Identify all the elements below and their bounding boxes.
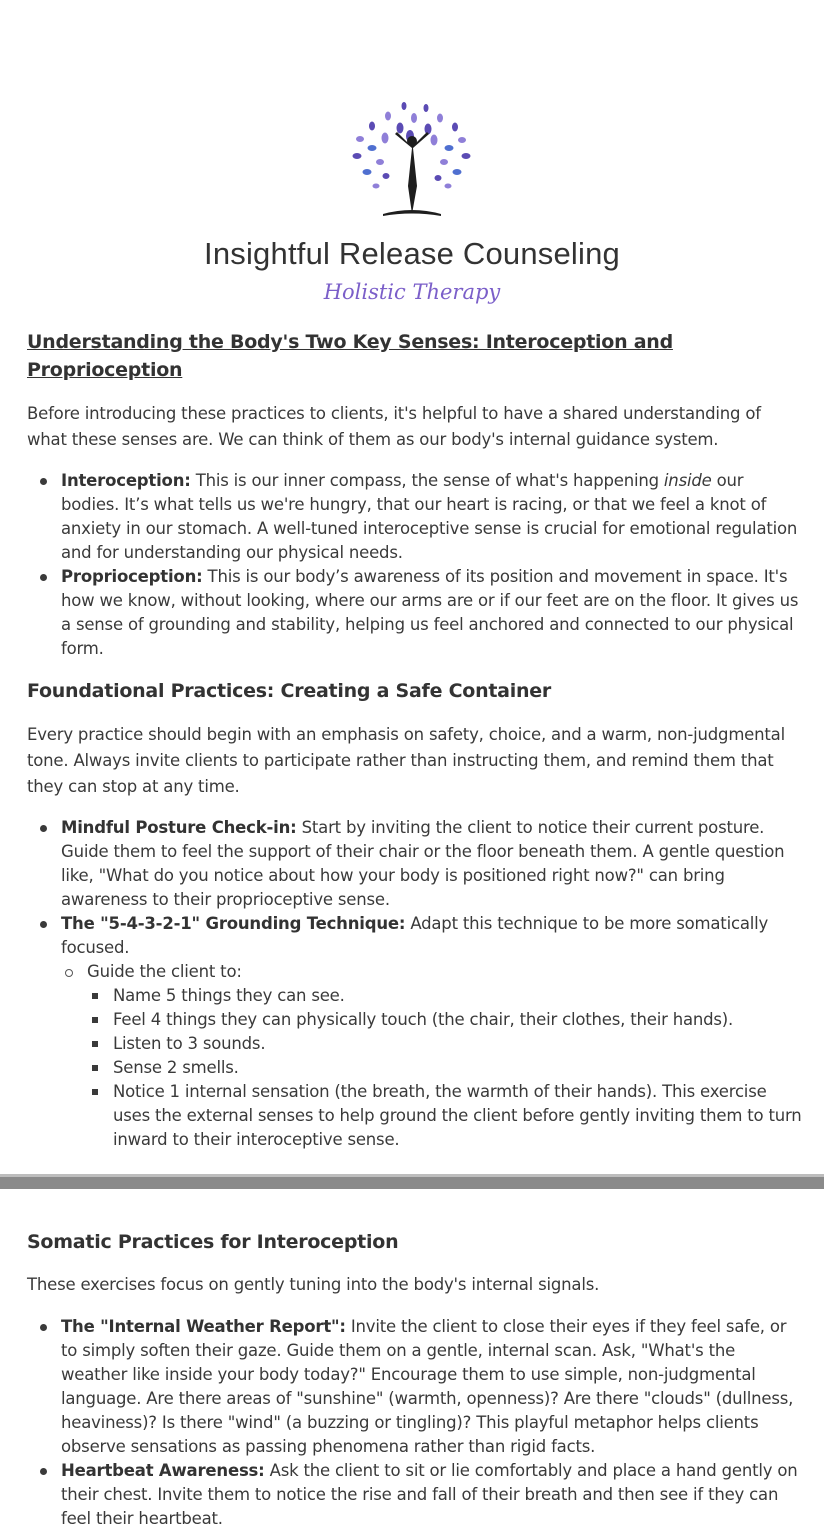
step-item: Sense 2 smells. [87, 1056, 802, 1080]
item-text: our bodies. It’s what tells us we're hungry, that our heart is racing, or that we feel a knot of anxiety in our stomach. A well-tuned interoceptive sense is crucial for emotional regulation and for understanding our physical needs. [61, 471, 798, 562]
practices-list [27, 816, 802, 1152]
section-intro: Before introducing these practices to clients, it's helpful to have a shared understanding of what these senses are. We can think of them as our body's internal guidance system. [27, 404, 761, 449]
list-item [27, 1315, 802, 1459]
item-text: Adapt this technique to be more somatically focused. [61, 914, 769, 957]
brand-tagline: Holistic Therapy [323, 280, 501, 304]
item-text: Invite the client to close their eyes if they feel safe, or to simply soften their gaze. Guide them on a gentle, internal scan. Ask, "What's the weather like inside your body today?" Encourage them to use simple, non-judgmental language. Are there areas of "sunshine" (warmth, openness)? Are there "clouds" (dullness, heaviness)? Is there "wind" (a buzzing or tingling)? This playful metaphor helps clients observe sensations as passing phenomena rather than rigid facts. [61, 1317, 794, 1456]
item-term: The "Internal Weather Report": [61, 1317, 346, 1336]
page-break-divider [0, 1174, 824, 1189]
item-text: This is our body’s awareness of its position and movement in space. It's how we know, without looking, where our arms are or if our feet are on the floor. It gives us a sense of grounding and stability, helping us feel anchored and connected to our physical form. [61, 567, 799, 658]
section-title: Understanding the Body's Two Key Senses: Interoception and Proprioception [27, 331, 673, 381]
section-senses [27, 328, 802, 1152]
item-term: Proprioception: [61, 567, 203, 586]
item-text: Ask the client to sit or lie comfortably and place a hand gently on their chest. Invite them to notice the rise and fall of their breath and then see if they can feel their heartbeat. [61, 1461, 798, 1528]
sub-list-item [61, 960, 802, 1152]
step-item: Feel 4 things they can physically touch (the chair, their clothes, their hands). [87, 1008, 802, 1032]
section-interoception [27, 1228, 802, 1531]
item-term: Interoception: [61, 471, 191, 490]
sub-label: Guide the client to: [87, 962, 242, 981]
list-item [27, 1459, 802, 1531]
section-title: Foundational Practices: Creating a Safe Container [27, 680, 552, 702]
sub-list [61, 960, 802, 1152]
senses-list [27, 469, 802, 661]
section-intro: Every practice should begin with an emphasis on safety, choice, and a warm, non-judgmental tone. Always invite clients to participate rather than instructing them, and remind them that they can stop at any time. [27, 725, 785, 796]
step-item: Listen to 3 sounds. [87, 1032, 802, 1056]
item-term: Heartbeat Awareness: [61, 1461, 265, 1480]
section-intro: These exercises focus on gently tuning into the body's internal signals. [27, 1275, 600, 1294]
interoception-list [27, 1315, 802, 1531]
list-item [27, 816, 802, 912]
list-item [27, 912, 802, 1152]
item-term: Mindful Posture Check-in: [61, 818, 297, 837]
step-item: Name 5 things they can see. [87, 984, 802, 1008]
item-emphasis: inside [663, 471, 712, 490]
item-text: This is our inner compass, the sense of what's happening [190, 471, 664, 490]
list-item [27, 469, 802, 565]
item-term: The "5-4-3-2-1" Grounding Technique: [61, 914, 406, 933]
item-text: Start by inviting the client to notice their current posture. Guide them to feel the support of their chair or the floor beneath them. A gentle question like, "What do you notice about how your body is positioned right now?" can bring awareness to their proprioceptive sense. [61, 818, 785, 909]
step-item: Notice 1 internal sensation (the breath, the warmth of their hands). This exercise uses the external senses to help ground the client before gently inviting them to turn inward to their interoceptive sense. [87, 1080, 802, 1152]
steps-list [87, 984, 802, 1152]
section-title: Somatic Practices for Interoception [27, 1231, 399, 1253]
brand-name: Insightful Release Counseling [204, 236, 620, 271]
list-item [27, 565, 802, 661]
